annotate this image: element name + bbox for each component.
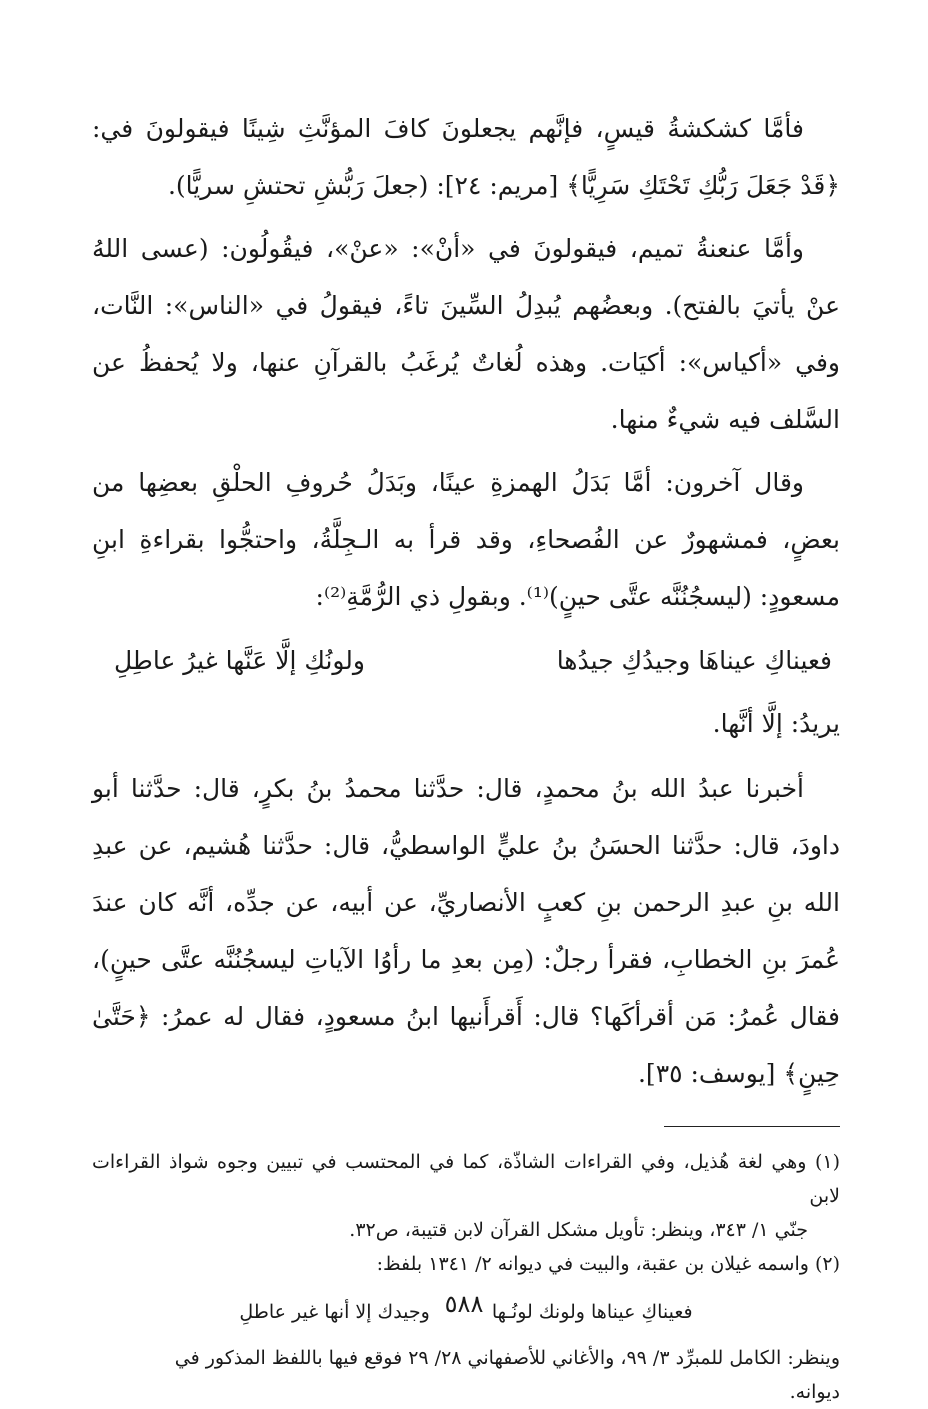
footnote-2-line-3: ديوانه. xyxy=(789,1381,840,1403)
poetry-verse xyxy=(92,631,840,691)
verse-second-hemistich: ولونُكِ إلَّا عَنَّها غيرُ عاطِلِ xyxy=(114,646,366,675)
footnotes xyxy=(92,1145,840,1409)
paragraph-kashkasha: فأمَّا كشكشةُ قيسٍ، فإنَّهم يجعلونَ كافَ المؤنَّثِ شِينًا فيقولونَ في: ﴿قَدْ جَعَلَ رَبُّكِ تَحْتَكِ سَرِيًّا﴾ [مريم: ٢٤]: (جعلَ رَبُّشِ تحتشِ سريًّا). xyxy=(92,114,840,200)
paragraph-anana: وأمَّا عنعنةُ تميم، فيقولونَ في «أنْ»: «عنْ»، فيقُولُون: (عسى اللهُ عنْ يأتيَ بالفتح). وبعضُهم يُبدِلُ السِّينَ تاءً، فيقولُ في «الناس»: النَّات، وفي «أكياس»: أكيَات. وهذه لُغاتٌ يُرغَبُ بالقرآنِ عنها، ولا يُحفظُ عن السَّلف فيه شيءٌ منها. xyxy=(92,234,840,434)
footnote-1-line-1: (١) وهي لغة هُذيل، وفي القراءات الشاذّة، كما في المحتسب في تبيين وجوه شواذ القراءات لابن xyxy=(92,1151,840,1207)
footnote-verse-first: فعيناكِ عيناها ولونك لونُـها xyxy=(491,1301,693,1323)
footnote-1-line-2: جنّي ١/ ٣٤٣، وينظر: تأويل مشكل القرآن لابن قتيبة، ص٣٢. xyxy=(349,1219,808,1241)
footnote-verse-second: وجيدك إلا أنها غير عاطلِ xyxy=(239,1301,430,1323)
paragraph-hamza-substitution: وقال آخرون: أمَّا بَدَلُ الهمزةِ عينًا، وبَدَلُ حُروفِ الحلْقِ بعضِها من بعضٍ، فمشهورٌ عن الفُصحاءِ، وقد قرأ به الـجِلَّةُ، واحتجُّوا بقراءةِ ابنِ مسعودٍ: (ليسجُنُنَّه عتَّى حينٍ)⁽¹⁾. وبقولِ ذي الرُّمَّةِ⁽²⁾: xyxy=(92,468,840,611)
page-number: ٥٨٨ xyxy=(444,1290,484,1318)
footnote-2-line-1: (٢) واسمه غيلان بن عقبة، والبيت في ديوانه ٢/ ١٣٤١ بلفظ: xyxy=(376,1253,840,1275)
verse-explanation: يريدُ: إلَّا أنَّها. xyxy=(712,709,840,738)
page-body xyxy=(92,100,840,1409)
footnote-separator xyxy=(664,1126,840,1127)
verse-first-hemistich: فعيناكِ عيناهَا وجيدُكِ جيدُها xyxy=(556,646,832,675)
paragraph-narration: أخبرنا عبدُ الله بنُ محمدٍ، قال: حدَّثنا محمدُ بنُ بكرٍ، قال: حدَّثنا أبو داودَ، قال: حدَّثنا الحسَنُ بنُ عليٍّ الواسطيُّ، قال: حدَّثنا هُشيم، عن عبدِ الله بنِ عبدِ الرحمن بنِ كعبٍ الأنصاريِّ، عن أبيه، عن جدِّه، أنَّه كان عندَ عُمرَ بنِ الخطابِ، فقرأ رجلٌ: (مِن بعدِ ما رأوُا الآياتِ ليسجُنُنَّه عتَّى حينٍ)، فقال عُمرُ: مَن أقرأكَها؟ قال: أَقرأَنيها ابنُ مسعودٍ، فقال له عمرُ: ﴿حَتَّىٰ حِينٍ﴾ [يوسف: ٣٥]. xyxy=(92,774,840,1088)
footnote-2-line-2: وينظر: الكامل للمبرِّد ٣/ ٩٩، والأغاني للأصفهاني ٢٨/ ٢٩ فوقع فيها باللفظ المذكور في xyxy=(174,1347,840,1369)
